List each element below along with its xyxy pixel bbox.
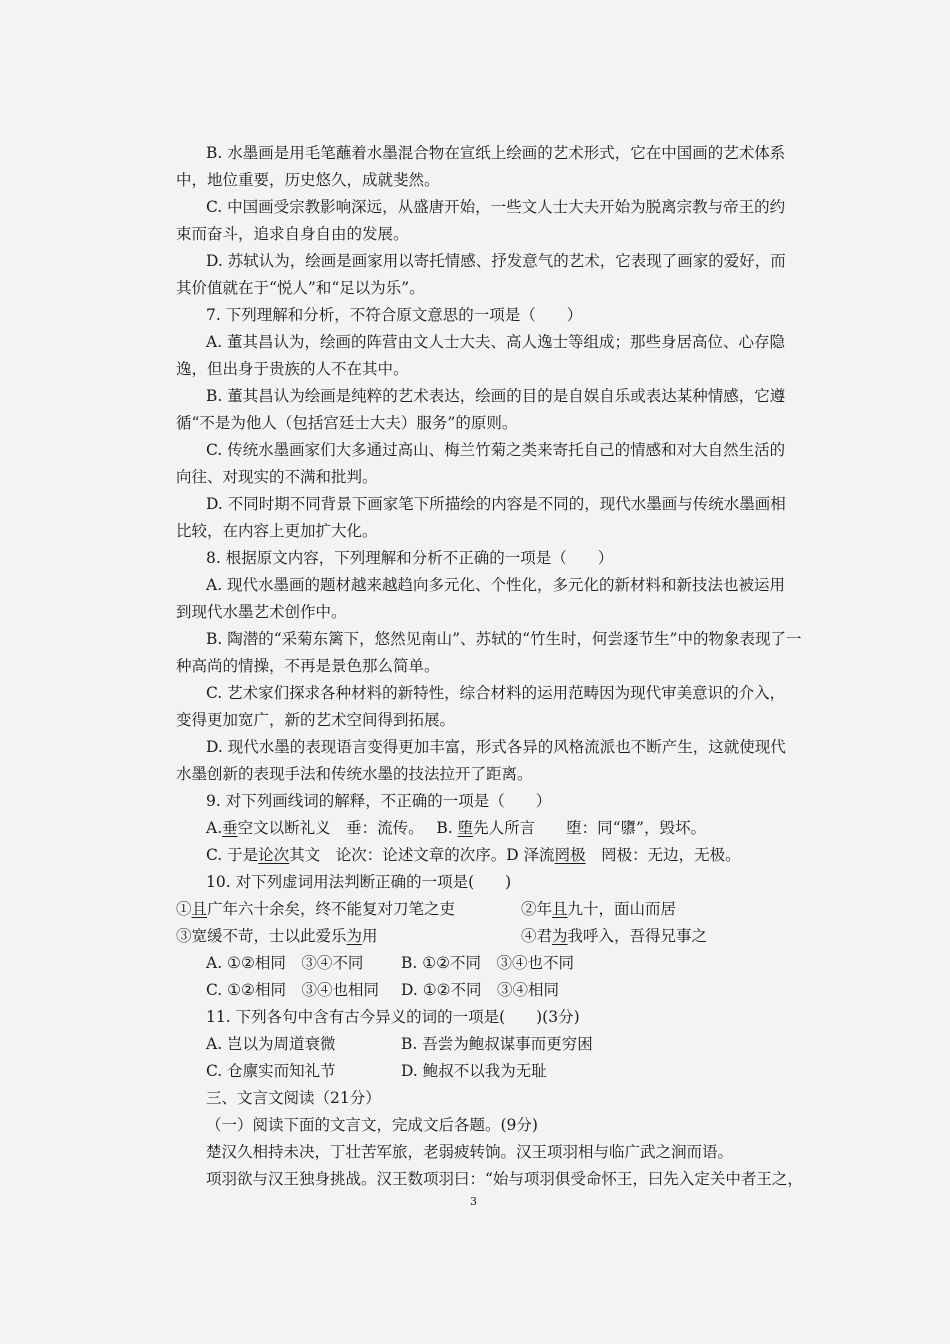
s1-post: 广年六十余矣，终不能复对刀笔之吏 <box>207 900 456 918</box>
passage-line: A. 现代水墨画的题材越来越趋向多元化、个性化，多元化的新材料和新技法也被运用 <box>206 576 786 594</box>
passage-line: 8. 根据原文内容，下列理解和分析不正确的一项是（ ） <box>206 549 614 567</box>
q9-row-1 <box>176 815 816 842</box>
q9-a-prefix: A. <box>206 819 223 837</box>
q11-option-c: C. 仓廪实而知礼节 <box>206 1062 336 1080</box>
q10-option-a: A. ①②相同 ③④不同 <box>206 954 364 972</box>
q10-sentences-1 <box>176 896 816 923</box>
q10-stem: 10. 对下列虚词用法判断正确的一项是( ) <box>206 873 512 891</box>
q9-d-underlined: 罔极 <box>554 846 586 864</box>
passage-line: 7. 下列理解和分析，不符合原文意思的一项是（ ） <box>206 306 583 324</box>
q10-options-1 <box>176 950 816 977</box>
passage-line: 循“不是为他人（包括宫廷士大夫）服务”的原则。 <box>176 414 518 432</box>
q9-c-underlined: 论次 <box>258 846 290 864</box>
passage-line: 向往、对现实的不满和批判。 <box>176 468 378 486</box>
passage-line: 9. 对下列画线词的解释，不正确的一项是（ ） <box>206 792 552 810</box>
passage-line: B. 水墨画是用毛笔蘸着水墨混合物在宣纸上绘画的艺术形式，它在中国画的艺术体系 <box>206 144 786 162</box>
q9-c-prefix: C. 于是 <box>206 846 259 864</box>
q9-row-2 <box>176 842 816 869</box>
q11-option-b: B. 吾尝为鲍叔谋事而更穷困 <box>401 1035 593 1053</box>
passage-lines <box>176 140 816 815</box>
q10-option-c: C. ①②相同 ③④也相同 <box>206 981 379 999</box>
passage-line: D. 苏轼认为，绘画是画家用以寄托情感、抒发意气的艺术，它表现了画家的爱好，而 <box>206 252 786 270</box>
s4-post: 我呼入，吾得兄事之 <box>567 927 708 945</box>
q10-options-2 <box>176 977 816 1004</box>
q11-option-a: A. 岂以为周道衰微 <box>206 1035 336 1053</box>
section-heading: 三、文言文阅读（21分） <box>206 1089 381 1107</box>
q10-sentence-2 <box>491 896 676 923</box>
q9-d-prefix: D 泽流 <box>506 846 555 864</box>
q11-options-2 <box>176 1058 816 1085</box>
passage-line: A. 董其昌认为，绘画的阵营由文人士大夫、高人逸士等组成；那些身居高位、心存隐 <box>206 333 786 351</box>
q9-b-prefix: B. <box>436 819 458 837</box>
q10-sentence-4 <box>491 923 707 950</box>
s3-post: 用 <box>362 927 378 945</box>
passage-line: 其价值就在于“悦人”和“足以为乐”。 <box>176 279 425 297</box>
classical-paragraph-1: 楚汉久相持未决，丁壮苦军旅，老弱疲转饷。汉王项羽相与临广武之涧而语。 <box>206 1143 734 1161</box>
passage-line: 变得更加宽广，新的艺术空间得到拓展。 <box>176 711 456 729</box>
q9-d-text: 罔极：无边，无极。 <box>585 846 741 864</box>
s1-underlined: 且 <box>191 900 208 918</box>
q9-b-underlined: 堕 <box>457 819 474 837</box>
passage-line: 种高尚的情操，不再是景色那么简单。 <box>176 657 440 675</box>
q10-sentence-1 <box>176 896 491 923</box>
s3-underlined: 为 <box>346 927 363 945</box>
passage-line: B. 董其昌认为绘画是纯粹的艺术表达，绘画的目的是自娱自乐或表达某种情感，它遵 <box>206 387 786 405</box>
s2-post: 九十，面山而居 <box>567 900 677 918</box>
passage-line: D. 不同时期不同背景下画家笔下所描绘的内容是不同的，现代水墨画与传统水墨画相 <box>206 495 786 513</box>
s2-pre: ②年 <box>521 900 553 918</box>
classical-paragraph-2: 项羽欲与汉王独身挑战。汉王数项羽曰：“始与项羽俱受命怀王，曰先入定关中者王之， <box>206 1170 803 1188</box>
passage-line: D. 现代水墨的表现语言变得更加丰富，形式各异的风格流派也不断产生，这就使现代 <box>206 738 786 756</box>
page-content <box>176 140 816 1193</box>
s4-pre: ④君 <box>521 927 553 945</box>
q9-c-text: 其文 论次：论述文章的次序。 <box>289 846 507 864</box>
q10-option-b: B. ①②不同 ③④也不同 <box>401 954 575 972</box>
s3-pre: ③宽缓不苛，士以此爱乐 <box>176 927 347 945</box>
passage-line: 中，地位重要，历史悠久，成就斐然。 <box>176 171 440 189</box>
passage-line: C. 传统水墨画家们大多通过高山、梅兰竹菊之类来寄托自己的情感和对大自然生活的 <box>206 441 786 459</box>
section-subheading: （一）阅读下面的文言文，完成文后各题。(9分) <box>206 1116 538 1134</box>
s2-underlined: 且 <box>552 900 568 918</box>
passage-line: 逸，但出身于贵族的人不在其中。 <box>176 360 409 378</box>
passage-line: C. 艺术家们探求各种材料的新特性，综合材料的运用范畴因为现代审美意识的介入， <box>206 684 786 702</box>
passage-line: 到现代水墨艺术创作中。 <box>176 603 347 621</box>
q11-options-1 <box>176 1031 816 1058</box>
passage-line: 束而奋斗，追求自身自由的发展。 <box>176 225 409 243</box>
q9-b-text: 先人所言 堕：同“隳”，毁坏。 <box>473 819 706 837</box>
page-number: 3 <box>470 1195 477 1208</box>
passage-line: B. 陶潜的“采菊东篱下，悠然见南山”、苏轼的“竹生时，何尝逐节生”中的物象表现了一 <box>206 630 802 648</box>
s1-pre: ① <box>176 900 192 918</box>
passage-line: 水墨创新的表现手法和传统水墨的技法拉开了距离。 <box>176 765 533 783</box>
s4-underlined: 为 <box>552 927 568 945</box>
q10-option-d: D. ①②不同 ③④相同 <box>401 981 560 999</box>
q10-sentences-2 <box>176 923 816 950</box>
q11-option-d: D. 鲍叔不以我为无耻 <box>401 1062 547 1080</box>
q10-sentence-3 <box>176 923 491 950</box>
q9-a-text: 空文以断礼义 垂：流传。 <box>237 819 416 837</box>
q9-a-underlined: 垂 <box>222 819 238 837</box>
passage-line: C. 中国画受宗教影响深远，从盛唐开始，一些文人士大夫开始为脱离宗教与帝王的约 <box>206 198 786 216</box>
q11-stem: 11. 下列各句中含有古今异义的词的一项是( )(3分) <box>206 1008 580 1026</box>
passage-line: 比较，在内容上更加扩大化。 <box>176 522 378 540</box>
